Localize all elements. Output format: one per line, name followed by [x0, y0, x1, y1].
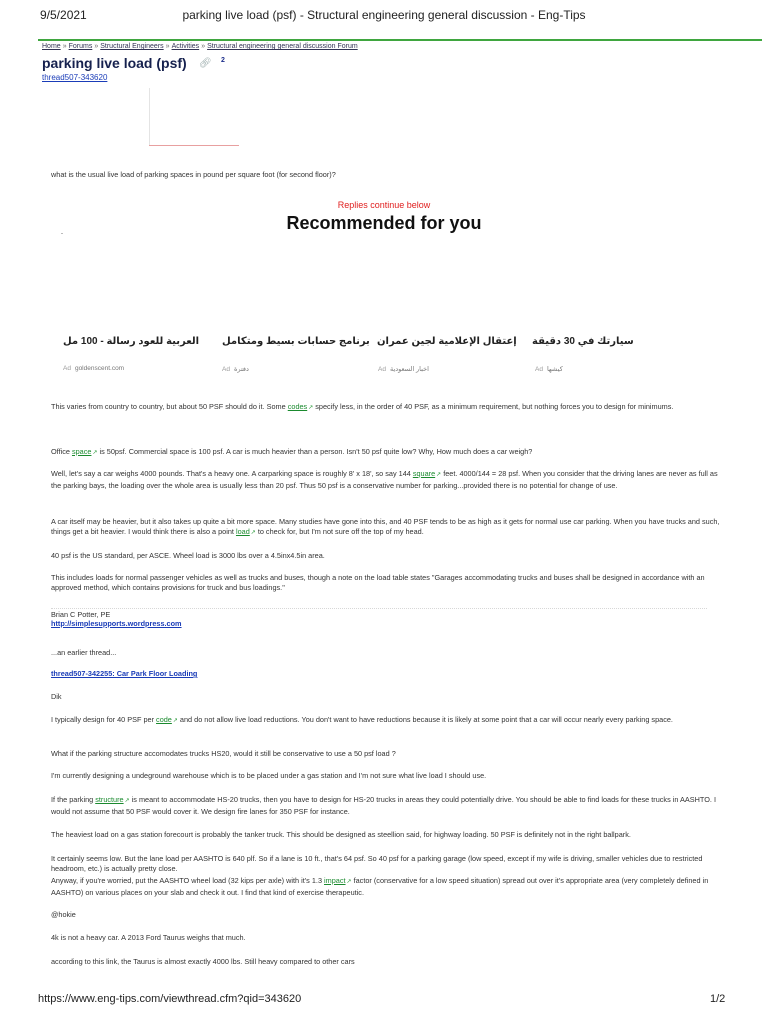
- keyword-link[interactable]: impact: [324, 876, 346, 885]
- keyword-link[interactable]: load: [235, 526, 250, 536]
- external-link-icon: ↗: [124, 798, 130, 804]
- ad-title[interactable]: برنامج حسابات بسيط ومتكامل: [222, 336, 370, 347]
- replies-notice: Replies continue below: [337, 200, 431, 210]
- reply-paragraph: What if the parking structure accomodates trucks HS20, would it still be conservative to use a 50 psf load ?: [51, 749, 396, 758]
- ad-frame-border: [149, 88, 150, 145]
- print-page-title: parking live load (psf) - Structural engineering general discussion - Eng-Tips: [182, 8, 586, 22]
- question-text: what is the usual live load of parking spaces in pound per square foot (for second floor)?: [51, 170, 336, 179]
- reply-paragraph: A car itself may be heavier, but it also takes up quite a bit more space. Many studies have gone into this, and 40 PSF tends to be as high as it gets for normal use car parking. When you have trucks and such, things get a bit heavier. I would think there is also a point load↗ to check for, but I'm not sure off the top of my head.: [51, 517, 720, 536]
- reply-paragraph: This varies from country to country, but about 50 PSF should do it. Some codes↗ specify less, in the order of 40 PSF, as a minimum requirement, but nothing forces you to design for minimums.: [51, 402, 674, 411]
- earlier-thread-link[interactable]: thread507-342255: Car Park Floor Loading: [51, 669, 198, 678]
- keyword-link[interactable]: codes: [287, 402, 308, 411]
- spacer-dot: [61, 233, 63, 234]
- thread-id-link[interactable]: thread507-343620: [42, 73, 108, 82]
- reply-paragraph: according to this link, the Taurus is almost exactly 4000 lbs. Still heavy compared to other cars: [51, 957, 355, 966]
- ad-label: Ad: [378, 366, 386, 373]
- print-date: 9/5/2021: [40, 8, 87, 22]
- thread-title: parking live load (psf): [42, 55, 187, 71]
- reply-author: Dik: [51, 692, 62, 701]
- external-link-icon: ↗: [250, 529, 256, 536]
- reply-paragraph: I typically design for 40 PSF per code↗ and do not allow live load reductions. You don't want to have reductions because it is likely at some point that a car will occur nearly every parking space.: [51, 715, 673, 724]
- print-page-number: 1/2: [710, 993, 726, 1005]
- ad-label: Ad: [222, 366, 230, 373]
- breadcrumb: Home » Forums » Structural Engineers » Activities » Structural engineering general discussion Forum: [42, 43, 358, 50]
- reply-paragraph: If the parking structure↗ is meant to accommodate HS-20 trucks, then you have to design for HS-20 trucks in areas they could potentially drive. You should be able to find loads for these trucks in AASHTO. I would not assume that 50 PSF would cover it. We design fire lanes for 350 PSF for instance.: [51, 795, 717, 816]
- link-icon[interactable]: 🔗︎: [199, 58, 212, 69]
- ad-source: Ad goldenscent.com: [63, 365, 125, 372]
- keyword-link[interactable]: square: [412, 469, 436, 478]
- header-divider: [38, 39, 762, 41]
- ad-title[interactable]: سيارتك في 30 دقيقة: [532, 336, 634, 347]
- breadcrumb-forum[interactable]: Structural engineering general discussion Forum: [207, 43, 358, 50]
- reply-paragraph: Anyway, if you're worried, put the AASHTO wheel load (32 kips per axle) with it's 1.3 impact↗ factor (conservative for a low speed situation) spread out over it's appropriate area (very completely defined in AASHTO) on various places on your slab and check it out. I find that kind of exercise therapeutic.: [51, 876, 709, 897]
- ad-title[interactable]: العربية للعود رسالة - 100 مل: [63, 336, 200, 347]
- external-link-icon: ↗: [346, 879, 352, 885]
- reply-paragraph: I'm currently designing a undeground warehouse which is to be placed under a gas station and I'm not sure what live load I should use.: [51, 771, 487, 780]
- ad-label: Ad: [63, 365, 71, 372]
- keyword-link[interactable]: space: [71, 447, 92, 456]
- signature-link[interactable]: http://simplesupports.wordpress.com: [51, 619, 182, 628]
- keyword-link[interactable]: structure: [95, 795, 124, 804]
- ad-label: Ad: [535, 366, 543, 373]
- reply-paragraph: 4k is not a heavy car. A 2013 Ford Taurus weighs that much.: [51, 933, 246, 942]
- reply-paragraph: This includes loads for normal passenger vehicles as well as trucks and buses, though a note on the load table states "Garages accommodating trucks and buses shall be designed in accordance with an approved method, which contains provisions for truck and bus loadings.": [51, 573, 705, 592]
- recommended-heading: Recommended for you: [286, 213, 482, 233]
- signature-divider: [51, 608, 707, 609]
- reply-paragraph: Office space↗ is 50psf. Commercial space is 100 psf. A car is much heavier than a person. Isn't 50 psf quite low? Why, How much does a car weigh?: [51, 447, 533, 456]
- breadcrumb-forums[interactable]: Forums: [68, 43, 93, 50]
- external-link-icon: ↗: [92, 450, 98, 456]
- reply-paragraph: ...an earlier thread...: [51, 648, 117, 657]
- ad-source: Ad دفترة: [222, 366, 249, 373]
- reply-paragraph: Well, let's say a car weighs 4000 pounds. That's a heavy one. A carparking space is roughly 8' x 18', so say 144 square↗ feet. 4000/144 = 28 psf. When you consider that the driving lanes are never as full as the parking bays, the loading over the whole area is usually less than 20 psf. Thus 50 psf is a conservative number for parking...provided there is no potential for change of use.: [51, 469, 718, 490]
- reply-count-badge: 2: [221, 57, 225, 64]
- external-link-icon: ↗: [172, 718, 178, 724]
- external-link-icon: ↗: [436, 472, 442, 478]
- external-link-icon: ↗: [308, 405, 314, 411]
- reply-paragraph: It certainly seems low. But the lane load per AASHTO is 640 plf. So if a lane is 10 ft., that's 64 psf. So 40 psf for a parking garage (low speed, except if my wife is driving, smaller vehicles due to restricted headroom, etc.) is actually pretty close.: [51, 854, 703, 873]
- ad-title[interactable]: إعتقال الإعلامية لجين عمران: [377, 336, 517, 347]
- ad-frame-baseline: [149, 145, 239, 146]
- reply-paragraph: The heaviest load on a gas station forecourt is probably the tanker truck. This should be designed as steellion said, for highway loading. 50 PSF is definitely not in the right ballpark.: [51, 830, 631, 839]
- breadcrumb-activities[interactable]: Activities: [171, 43, 200, 50]
- signature-name: Brian C Potter, PE: [51, 610, 111, 619]
- print-footer-url: https://www.eng-tips.com/viewthread.cfm?qid=343620: [38, 993, 302, 1005]
- ad-source: Ad كيشها: [535, 366, 563, 373]
- ad-source: Ad اخبار السعودية: [378, 366, 429, 373]
- reply-author: @hokie: [51, 910, 76, 919]
- breadcrumb-structural-engineers[interactable]: Structural Engineers: [100, 43, 164, 50]
- reply-paragraph: 40 psf is the US standard, per ASCE. Wheel load is 3000 lbs over a 4.5inx4.5in area.: [51, 551, 325, 560]
- breadcrumb-home[interactable]: Home: [42, 43, 61, 50]
- keyword-link[interactable]: code: [156, 715, 172, 724]
